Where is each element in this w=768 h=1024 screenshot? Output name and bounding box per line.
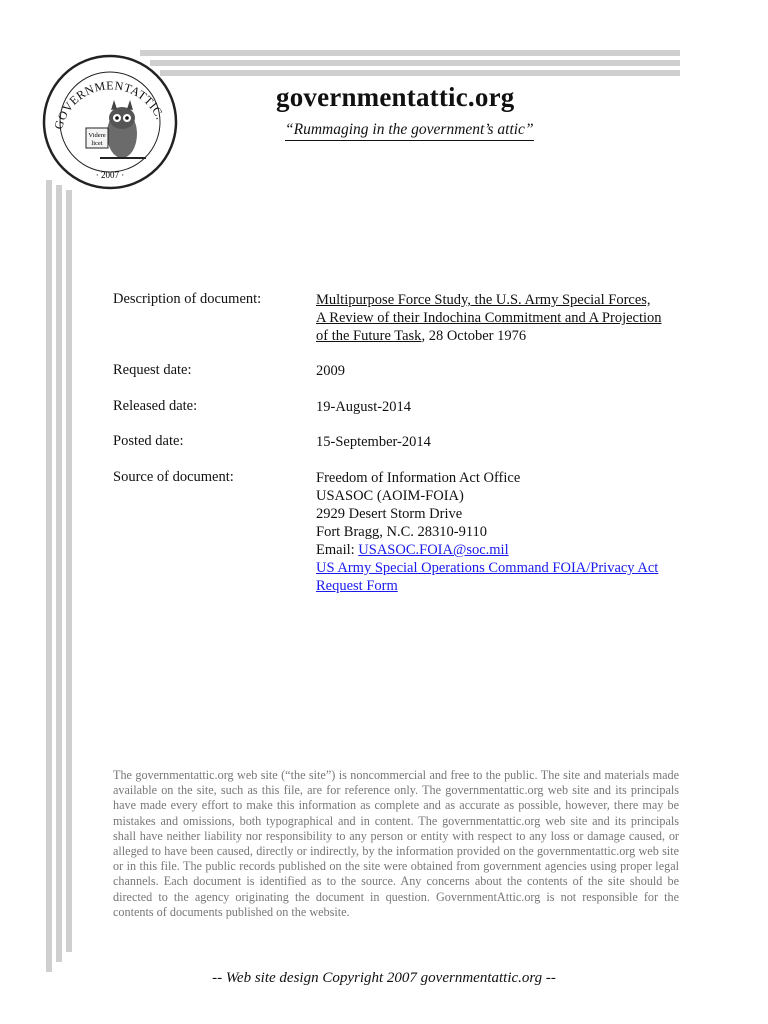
source-line-2: USASOC (AOIM-FOIA): [316, 488, 464, 504]
footer-copyright: -- Web site design Copyright 2007 governmentattic.org --: [212, 970, 556, 986]
frame-line-top-3: [160, 70, 680, 76]
frame-line-top-2: [150, 60, 680, 66]
released-date-value: 19-August-2014: [316, 399, 412, 415]
email-link[interactable]: USASOC.FOIA@soc.mil: [358, 542, 509, 558]
frame-line-left-3: [66, 190, 72, 952]
svg-text:licet: licet: [91, 140, 103, 147]
description-title-line-1: Multipurpose Force Study, the U.S. Army Special Forces,: [316, 292, 651, 308]
source-line-4: Fort Bragg, N.C. 28310-9110: [316, 524, 488, 540]
foia-request-form-link-line-1[interactable]: US Army Special Operations Command FOIA/Privacy Act: [316, 560, 659, 576]
request-date-label: Request date:: [113, 362, 192, 378]
site-tagline: “Rummaging in the government’s attic”: [285, 121, 534, 141]
description-title-line-3: of the Future Task: [316, 328, 422, 344]
description-title-line-2: A Review of their Indochina Commitment and A Projection: [316, 310, 662, 326]
posted-date-label: Posted date:: [113, 433, 184, 449]
site-name: governmentattic.org: [276, 82, 515, 112]
request-date-value: 2009: [316, 363, 345, 379]
released-date-label: Released date:: [113, 398, 198, 414]
description-date: , 28 October 1976: [421, 328, 527, 344]
source-line-1: Freedom of Information Act Office: [316, 470, 521, 486]
svg-text:· 2007 ·: · 2007 ·: [95, 170, 125, 180]
foia-request-form-link-line-2[interactable]: Request Form: [316, 578, 398, 594]
svg-text:Videre: Videre: [88, 132, 106, 139]
description-value: [316, 291, 662, 345]
email-prefix: Email:: [316, 542, 359, 558]
frame-line-top-1: [140, 50, 680, 56]
source-value: [316, 469, 658, 595]
description-label: Description of document:: [113, 291, 262, 307]
source-label: Source of document:: [113, 469, 234, 485]
svg-text:GOVERNMENTATTIC.ORG: GOVERNMENTATTIC.: [51, 78, 168, 131]
source-line-3: 2929 Desert Storm Drive: [316, 506, 463, 522]
posted-date-value: 15-September-2014: [316, 434, 431, 450]
frame-line-left-1: [46, 180, 52, 972]
disclaimer-text: The governmentattic.org web site (“the site”) is noncommercial and free to the public. The site and materials made available on the site, such as this file, are for reference only. The governmentattic.org web site and its principals have made every effort to make this information as complete and as accurate as possible, however, there may be mistakes and omissions, both typographical and in content. The governmentattic.org web site and its principals shall have neither liability nor responsibility to any person or entity with respect to any loss or damage caused, or alleged to have been caused, directly or indirectly, by the information provided on the governmentattic.org web site or in this file. The public records published on the site were obtained from government agencies using proper legal channels. Each document is identified as to the source. Any concerns about the contents of the site should be directed to the agency originating the document in question. GovernmentAttic.org is not responsible for the contents of documents published on the website.: [113, 768, 679, 919]
site-seal-logo: [40, 52, 180, 192]
frame-line-left-2: [56, 185, 62, 962]
